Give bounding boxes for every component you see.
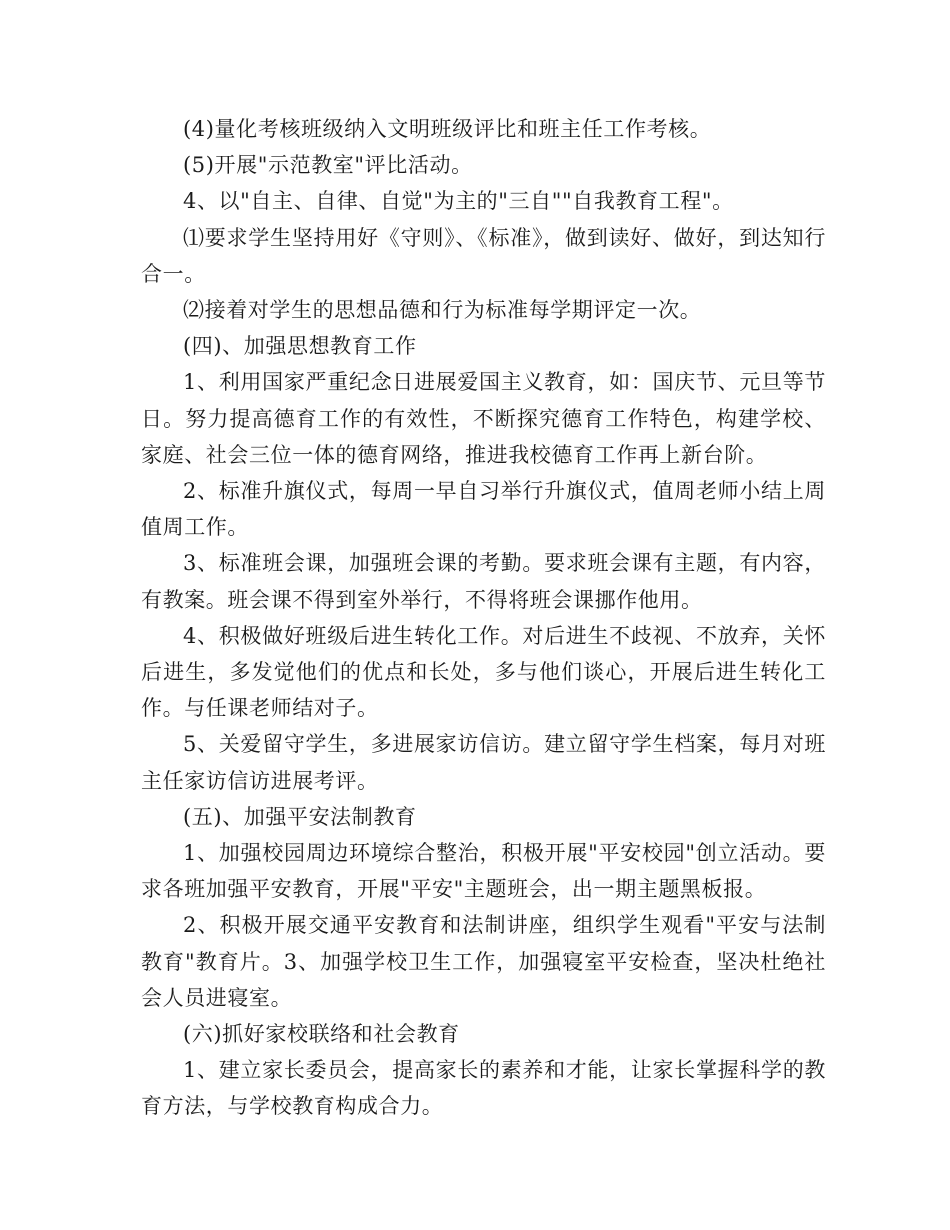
paragraph-rules-standards: ⑴要求学生坚持用好《守则》、《标准》，做到读好、做好，到达知行合一。 — [141, 225, 826, 286]
paragraph-self-education: 4、以"自主、自律、自觉"为主的"三自""自我教育工程"。 — [183, 189, 734, 214]
paragraph-traffic-legal-lectures: 2、积极开展交通平安教育和法制讲座，组织学生观看"平安与法制教育"教育片。3、加强学校卫生工作，加强寝室平安检查，坚决杜绝社会人员进寝室。 — [141, 913, 826, 1010]
section-heading-home-school-liaison: (六)抓好家校联络和社会教育 — [183, 1022, 460, 1047]
paragraph-patriotic-education: 1、利用国家严重纪念日进展爱国主义教育，如：国庆节、元旦等节日。努力提高德育工作的有效性，不断探究德育工作特色，构建学校、家庭、社会三位一体的德育网络，推进我校德育工作再上新台阶。 — [141, 370, 826, 467]
paragraph-flag-ceremony: 2、标准升旗仪式，每周一早自习举行升旗仪式，值周老师小结上周值周工作。 — [141, 479, 826, 540]
document-page — [141, 111, 826, 1125]
paragraph-model-classroom: (5)开展"示范教室"评比活动。 — [183, 153, 473, 178]
paragraph-underachiever-transformation: 4、积极做好班级后进生转化工作。对后进生不歧视、不放弃，关怀后进生，多发觉他们的优点和长处，多与他们谈心，开展后进生转化工作。与任课老师结对子。 — [141, 623, 826, 721]
paragraph-parent-committee: 1、建立家长委员会，提高家长的素养和才能，让家长掌握科学的教育方法，与学校教育构成合力。 — [141, 1058, 826, 1119]
paragraph-left-behind-students: 5、关爱留守学生，多进展家访信访。建立留守学生档案，每月对班主任家访信访进展考评。 — [141, 732, 826, 793]
section-heading-safety-legal-education: (五)、加强平安法制教育 — [183, 804, 417, 829]
paragraph-quantified-assessment: (4)量化考核班级纳入文明班级评比和班主任工作考核。 — [183, 117, 712, 141]
paragraph-moral-evaluation: ⑵接着对学生的思想品德和行为标准每学期评定一次。 — [183, 298, 702, 323]
section-heading-ideological-education: (四)、加强思想教育工作 — [183, 334, 417, 359]
paragraph-safe-campus: 1、加强校园周边环境综合整治，积极开展"平安校园"创立活动。要求各班加强平安教育，开展"平安"主题班会，出一期主题黑板报。 — [141, 841, 826, 902]
paragraph-class-meeting: 3、标准班会课，加强班会课的考勤。要求班会课有主题，有内容，有教案。班会课不得到室外举行，不得将班会课挪作他用。 — [141, 551, 826, 612]
